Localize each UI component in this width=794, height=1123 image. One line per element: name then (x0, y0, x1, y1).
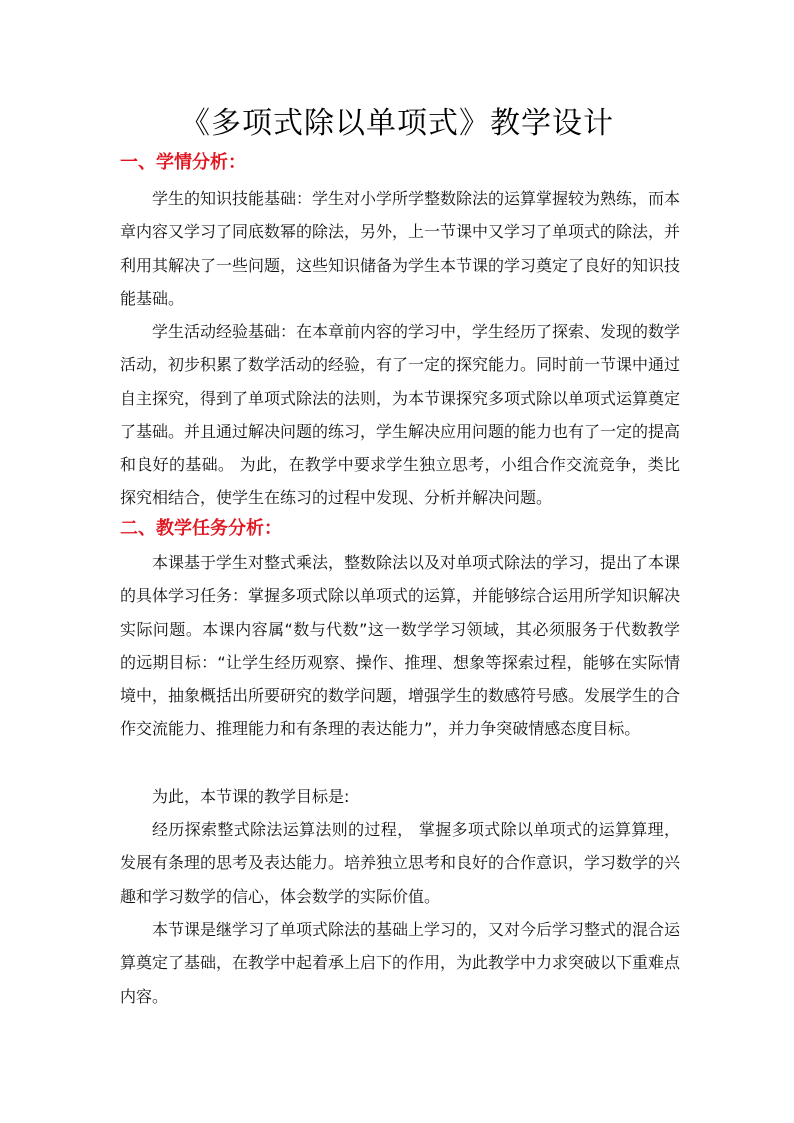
document-title: 《多项式除以单项式》教学设计 (180, 106, 614, 141)
section-heading-learning-analysis: 一、学情分析： (120, 152, 246, 173)
section-heading-task-analysis: 二、教学任务分析： (120, 518, 282, 539)
paragraph-knowledge-basis: 学生的知识技能基础：学生对小学所学整数除法的运算掌握较为熟练，而本章内容又学习了同底数幂的除法，另外，上一节课中又学习了单项式的除法，并利用其解决了一些问题，这些知识储备为学生本节课的学习奠定了良好的知识技能基础。 (120, 189, 681, 308)
paragraph-key-points: 本节课是继学习了单项式除法的基础上学习的，又对今后学习整式的混合运算奠定了基础，在教学中起着承上启下的作用，为此教学中力求突破以下重难点内容。 (120, 920, 681, 1006)
paragraph-activity-experience: 学生活动经验基础：在本章前内容的学习中，学生经历了探索、发现的数学活动，初步积累了数学活动的经验，有了一定的探究能力。同时前一节课中通过自主探究，得到了单项式除法的法则，为本节课探究多项式除以单项式运算奠定了基础。并且通过解决问题的练习，学生解决应用问题的能力也有了一定的提高和良好的基础。 为此，在教学中要求学生独立思考，小组合作交流竞争，类比探究相结合，使学生在练习的过程中发现、分析并解决问题。 (120, 322, 681, 508)
paragraph-teaching-goals: 经历探索整式除法运算法则的过程， 掌握多项式除以单项式的运算算理，发展有条理的思考及表达能力。培养独立思考和良好的合作意识，学习数学的兴趣和学习数学的信心，体会数学的实际价值。 (120, 820, 681, 906)
paragraph-goal-intro: 为此，本节课的教学目标是: (152, 787, 350, 806)
paragraph-task-description: 本课基于学生对整式乘法，整数除法以及对单项式除法的学习，提出了本课的具体学习任务：掌握多项式除以单项式的运算，并能够综合运用所学知识解决实际问题。本课内容属“数与代数”这一数学学习领域，其必须服务于代数教学的远期目标：“让学生经历观察、操作、推理、想象等探索过程，能够在实际情境中，抽象概括出所要研究的数学问题，增强学生的数感符号感。发展学生的合作交流能力、推理能力和有条理的表达能力”，并力争突破情感态度目标。 (120, 553, 681, 739)
